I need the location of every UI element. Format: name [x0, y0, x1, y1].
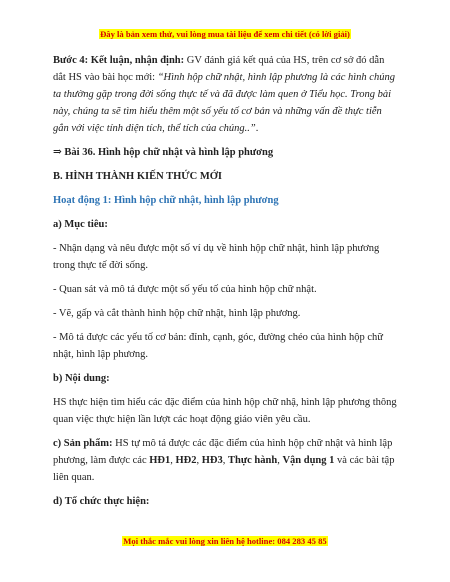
content-paragraph: HS thực hiện tìm hiểu các đặc điểm của hình hộp chữ nhậ, hình lập phương thông quan việc thực hiện lần lượt các hoạt động giáo viên yêu cầu. [53, 397, 397, 425]
step4-paragraph [53, 52, 398, 137]
goal-item: - Nhận dạng và nêu được một số ví dụ về hình hộp chữ nhật, hình lập phương trong thực tế đời sống. [53, 243, 380, 271]
step4-end: . [255, 123, 259, 134]
goals-heading: a) Mục tiêu: [53, 219, 108, 230]
preview-banner [0, 28, 450, 40]
step4-text: GV đánh giá kết quả của HS, trên cơ sở đó dẫn dắt HS vào bài học mới: [53, 55, 385, 83]
step4-quote: “Hình hộp chữ nhật, hình lập phương là các hình chúng ta thường gặp trong đời sống thực tế và đã được làm quen ở Tiểu học. Trong bài này, chúng ta sẽ tìm hiểu thêm một số yếu tố cơ bản và những vấn đề thực tiễn gắn với việc tính diện tích, thể tích của chúng..” [53, 72, 395, 134]
preview-banner-text: Đây là bản xem thử, vui lòng mua tài liệu để xem chi tiết (có lời giải) [100, 29, 350, 39]
step4-label: Bước 4: Kết luận, nhận định: [53, 55, 185, 66]
lesson-title: ⇒ Bài 36. Hình hộp chữ nhật và hình lập phương [53, 147, 274, 158]
document-body [53, 52, 398, 510]
product-label: c) Sản phẩm: [53, 438, 113, 449]
hotline-banner [0, 535, 450, 547]
content-heading: b) Nội dung: [53, 373, 110, 384]
section-heading: B. HÌNH THÀNH KIẾN THỨC MỚI [53, 171, 222, 182]
product-paragraph: c) Sản phẩm: HS tự mô tả được các đặc điểm của hình hộp chữ nhật và hình lập phương, làm được các HĐ1, HĐ2, HĐ3, Thực hành, Vận dụng 1 và các bài tập liên quan. [53, 438, 395, 483]
activity-heading: Hoạt động 1: Hình hộp chữ nhật, hình lập phương [53, 195, 279, 206]
goal-item: - Vẽ, gấp và cắt thành hình hộp chữ nhật, hình lập phương. [53, 308, 301, 319]
goal-item: - Quan sát và mô tả được một số yếu tố của hình hộp chữ nhật. [53, 284, 317, 295]
goal-item: - Mô tả được các yếu tố cơ bản: đỉnh, cạnh, góc, đường chéo của hình hộp chữ nhật, hình lập phương. [53, 332, 383, 360]
organization-heading: d) Tổ chức thực hiện: [53, 496, 150, 507]
hotline-banner-text: Mọi thắc mắc vui lòng xin liên hệ hotline: 084 283 45 85 [123, 536, 327, 546]
